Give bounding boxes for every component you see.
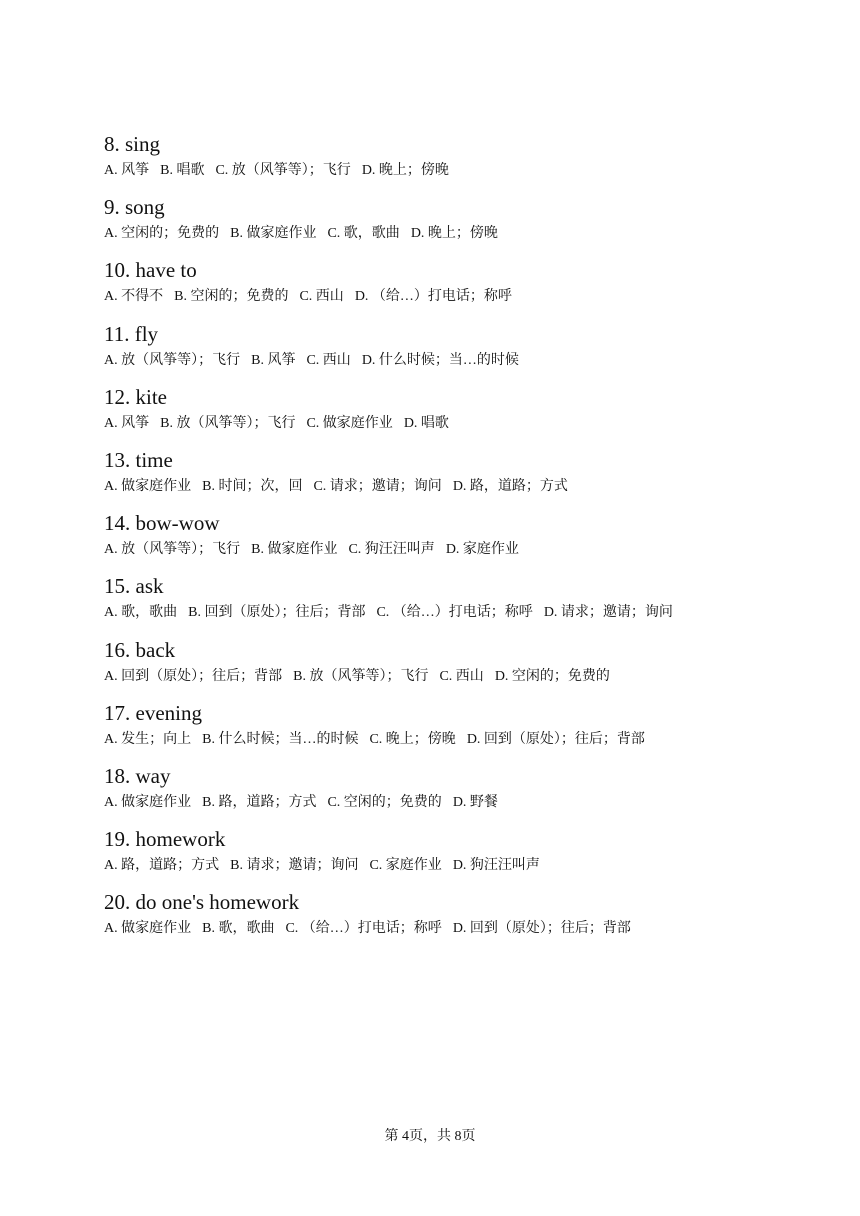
answer-option: A. 放（风筝等）；飞行 bbox=[104, 542, 241, 558]
answer-option: C. 狗汪汪叫声 bbox=[348, 542, 435, 558]
answer-option: C. 家庭作业 bbox=[369, 858, 442, 874]
answer-option: A. 空闲的；免费的 bbox=[104, 226, 220, 242]
answer-option: C. （给…）打电话；称呼 bbox=[376, 605, 533, 621]
answer-option: B. 唱歌 bbox=[160, 163, 205, 178]
option-line bbox=[104, 222, 754, 245]
option-line bbox=[104, 475, 754, 498]
answer-option: B. 风筝 bbox=[251, 352, 296, 368]
answer-option: B. 放（风筝等）；飞行 bbox=[160, 415, 296, 431]
question-word: 20. do one's homework bbox=[104, 890, 300, 915]
question-item bbox=[104, 700, 754, 751]
question-item bbox=[104, 763, 754, 814]
question-word: 10. have to bbox=[104, 258, 197, 283]
question-word: 19. homework bbox=[104, 827, 226, 852]
answer-option: B. 回到（原处）；往后；背部 bbox=[188, 605, 366, 621]
answer-option: C. 做家庭作业 bbox=[306, 415, 393, 431]
question-word: 17. evening bbox=[104, 700, 202, 725]
answer-option: B. 做家庭作业 bbox=[251, 542, 338, 558]
question-item bbox=[104, 194, 754, 245]
answer-option: C. 晚上；傍晚 bbox=[369, 731, 456, 747]
question-item bbox=[104, 573, 754, 624]
answer-option: A. 做家庭作业 bbox=[104, 794, 192, 810]
answer-option: A. 不得不 bbox=[104, 289, 164, 305]
answer-option: D. 回到（原处）；往后；背部 bbox=[452, 921, 631, 937]
answer-option: A. 做家庭作业 bbox=[104, 921, 192, 937]
question-word: 18. way bbox=[104, 763, 171, 788]
answer-option: A. 路，道路；方式 bbox=[104, 858, 220, 874]
answer-option: D. 空闲的；免费的 bbox=[494, 668, 610, 684]
option-line bbox=[104, 791, 754, 814]
answer-option: D. 回到（原处）；往后；背部 bbox=[466, 731, 645, 747]
answer-option: D. （给…）打电话；称呼 bbox=[354, 289, 512, 305]
answer-option: C. 放（风筝等）；飞行 bbox=[215, 163, 351, 178]
answer-option: D. 家庭作业 bbox=[445, 542, 519, 558]
question-item bbox=[104, 826, 754, 877]
answer-option: D. 路，道路；方式 bbox=[452, 478, 568, 494]
answer-option: B. 请求；邀请；询问 bbox=[230, 858, 359, 874]
option-line bbox=[104, 285, 754, 308]
answer-option: D. 野餐 bbox=[452, 794, 498, 810]
answer-option: B. 什么时候；当…的时候 bbox=[202, 731, 359, 747]
question-list bbox=[104, 131, 754, 952]
answer-option: D. 唱歌 bbox=[403, 415, 449, 431]
answer-option: A. 放（风筝等）；飞行 bbox=[104, 352, 241, 368]
answer-option: B. 放（风筝等）；飞行 bbox=[293, 668, 429, 684]
question-item bbox=[104, 131, 754, 182]
question-item bbox=[104, 384, 754, 435]
answer-option: C. 歌，歌曲 bbox=[327, 226, 400, 242]
answer-option: D. 狗汪汪叫声 bbox=[452, 858, 540, 874]
question-item bbox=[104, 321, 754, 372]
answer-option: D. 晚上；傍晚 bbox=[410, 226, 498, 242]
question-word: 11. fly bbox=[104, 321, 159, 346]
option-line bbox=[104, 538, 754, 561]
answer-option: B. 时间；次，回 bbox=[202, 478, 303, 494]
answer-option: A. 风筝 bbox=[104, 163, 150, 178]
answer-option: D. 请求；邀请；询问 bbox=[543, 605, 673, 621]
answer-option: A. 做家庭作业 bbox=[104, 478, 192, 494]
answer-option: B. 路，道路；方式 bbox=[202, 794, 317, 810]
page-footer: 第 4页，共 8页 bbox=[384, 1129, 476, 1144]
answer-option: D. 什么时候；当…的时候 bbox=[361, 352, 519, 368]
question-word: 8. sing bbox=[104, 132, 161, 156]
option-line bbox=[104, 665, 754, 688]
option-line bbox=[104, 854, 754, 877]
question-word: 15. ask bbox=[104, 574, 164, 599]
question-word: 14. bow-wow bbox=[104, 511, 220, 536]
answer-option: C. （给…）打电话；称呼 bbox=[285, 921, 442, 937]
question-item bbox=[104, 447, 754, 498]
question-word: 16. back bbox=[104, 637, 176, 662]
option-line bbox=[104, 917, 754, 940]
answer-option: C. 西山 bbox=[439, 668, 484, 684]
answer-option: C. 西山 bbox=[306, 352, 351, 368]
question-word: 9. song bbox=[104, 195, 165, 220]
answer-option: B. 空闲的；免费的 bbox=[174, 289, 289, 305]
question-word: 12. kite bbox=[104, 384, 167, 409]
answer-option: B. 歌，歌曲 bbox=[202, 921, 275, 937]
question-word: 13. time bbox=[104, 447, 173, 472]
option-line bbox=[104, 601, 754, 624]
answer-option: A. 发生；向上 bbox=[104, 731, 192, 747]
answer-option: A. 风筝 bbox=[104, 415, 150, 431]
option-line bbox=[104, 159, 754, 182]
question-item bbox=[104, 889, 754, 940]
option-line bbox=[104, 412, 754, 435]
question-item bbox=[104, 637, 754, 688]
answer-option: D. 晚上；傍晚 bbox=[361, 163, 449, 178]
answer-option: A. 歌，歌曲 bbox=[104, 605, 178, 621]
answer-option: B. 做家庭作业 bbox=[230, 226, 317, 242]
answer-option: C. 西山 bbox=[299, 289, 344, 305]
answer-option: A. 回到（原处）；往后；背部 bbox=[104, 668, 283, 684]
option-line bbox=[104, 728, 754, 751]
question-item bbox=[104, 257, 754, 308]
option-line bbox=[104, 349, 754, 372]
answer-option: C. 空闲的；免费的 bbox=[327, 794, 442, 810]
answer-option: C. 请求；邀请；询问 bbox=[313, 478, 442, 494]
question-item bbox=[104, 510, 754, 561]
